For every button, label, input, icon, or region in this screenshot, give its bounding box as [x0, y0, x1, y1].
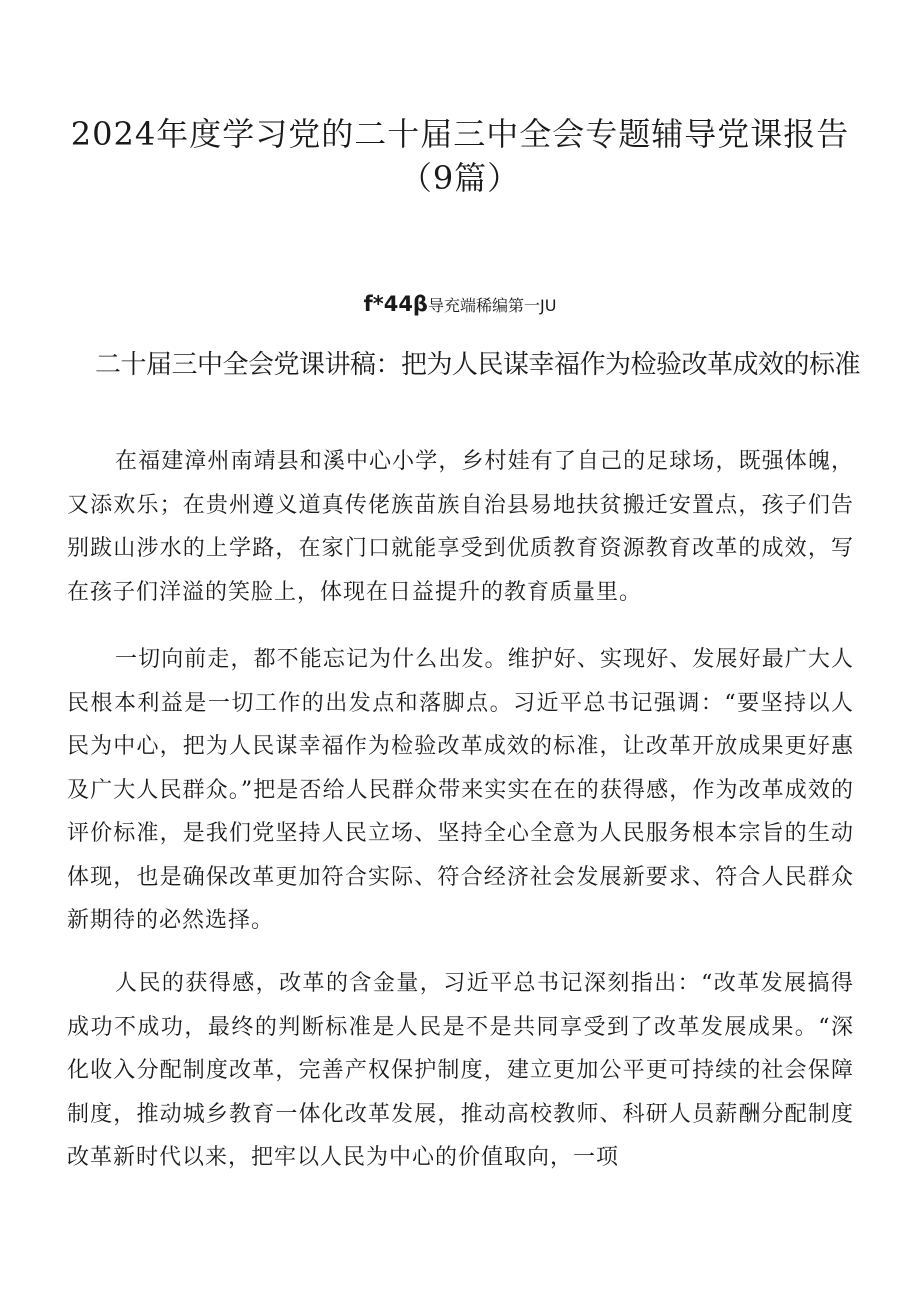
- subheading: [40, 289, 880, 321]
- body-paragraph-1: 在福建漳州南靖县和溪中心小学，乡村娃有了自己的足球场，既强体魄，又添欢乐；在贵州遵义道真传佬族苗族自治县易地扶贫搬迁安置点，孩子们告别跋山涉水的上学路，在家门口就能享受到优质教育资源教育改革的成效，写在孩子们洋溢的笑脸上，体现在日益提升的教育质量里。: [67, 449, 854, 605]
- document-title: 2024年度学习党的二十届三中全会专题辅导党课报告: [70, 115, 850, 153]
- body-paragraph-2: 一切向前走，都不能忘记为什么出发。维护好、实现好、发展好最广大人民根本利益是一切工作的出发点和落脚点。习近平总书记强调：“要坚持以人民为中心，把为人民谋幸福作为检验改革成效的标准，让改革开放成果更好惠及广大人民群众。”把是否给人民群众带来实实在在的获得感，作为改革成效的评价标准，是我们党坚持人民立场、坚持全心全意为人民服务根本宗旨的生动体现，也是确保改革更加符合实际、符合经济社会发展新要求、符合人民群众新期待的必然选择。: [67, 647, 854, 933]
- document-title-count: （9篇）: [399, 159, 521, 197]
- body-paragraph-3: 人民的获得感，改革的含金量，习近平总书记深刻指出：“改革发展搞得成功不成功，最终的判断标准是人民是不是共同享受到了改革发展成果。“深化收入分配制度改革，完善产权保护制度，建立更加公平更可持续的社会保障制度，推动城乡教育一体化改革发展，推动高校教师、科研人员薪酬分配制度改革新时代以来，把牢以人民为中心的价值取向，一项: [67, 971, 854, 1170]
- subheading-main: f*44β: [363, 292, 428, 316]
- section-heading: 二十届三中全会党课讲稿：把为人民谋幸福作为检验改革成效的标准: [94, 350, 860, 380]
- subheading-rest: 导充端稀编第一JU: [427, 296, 557, 315]
